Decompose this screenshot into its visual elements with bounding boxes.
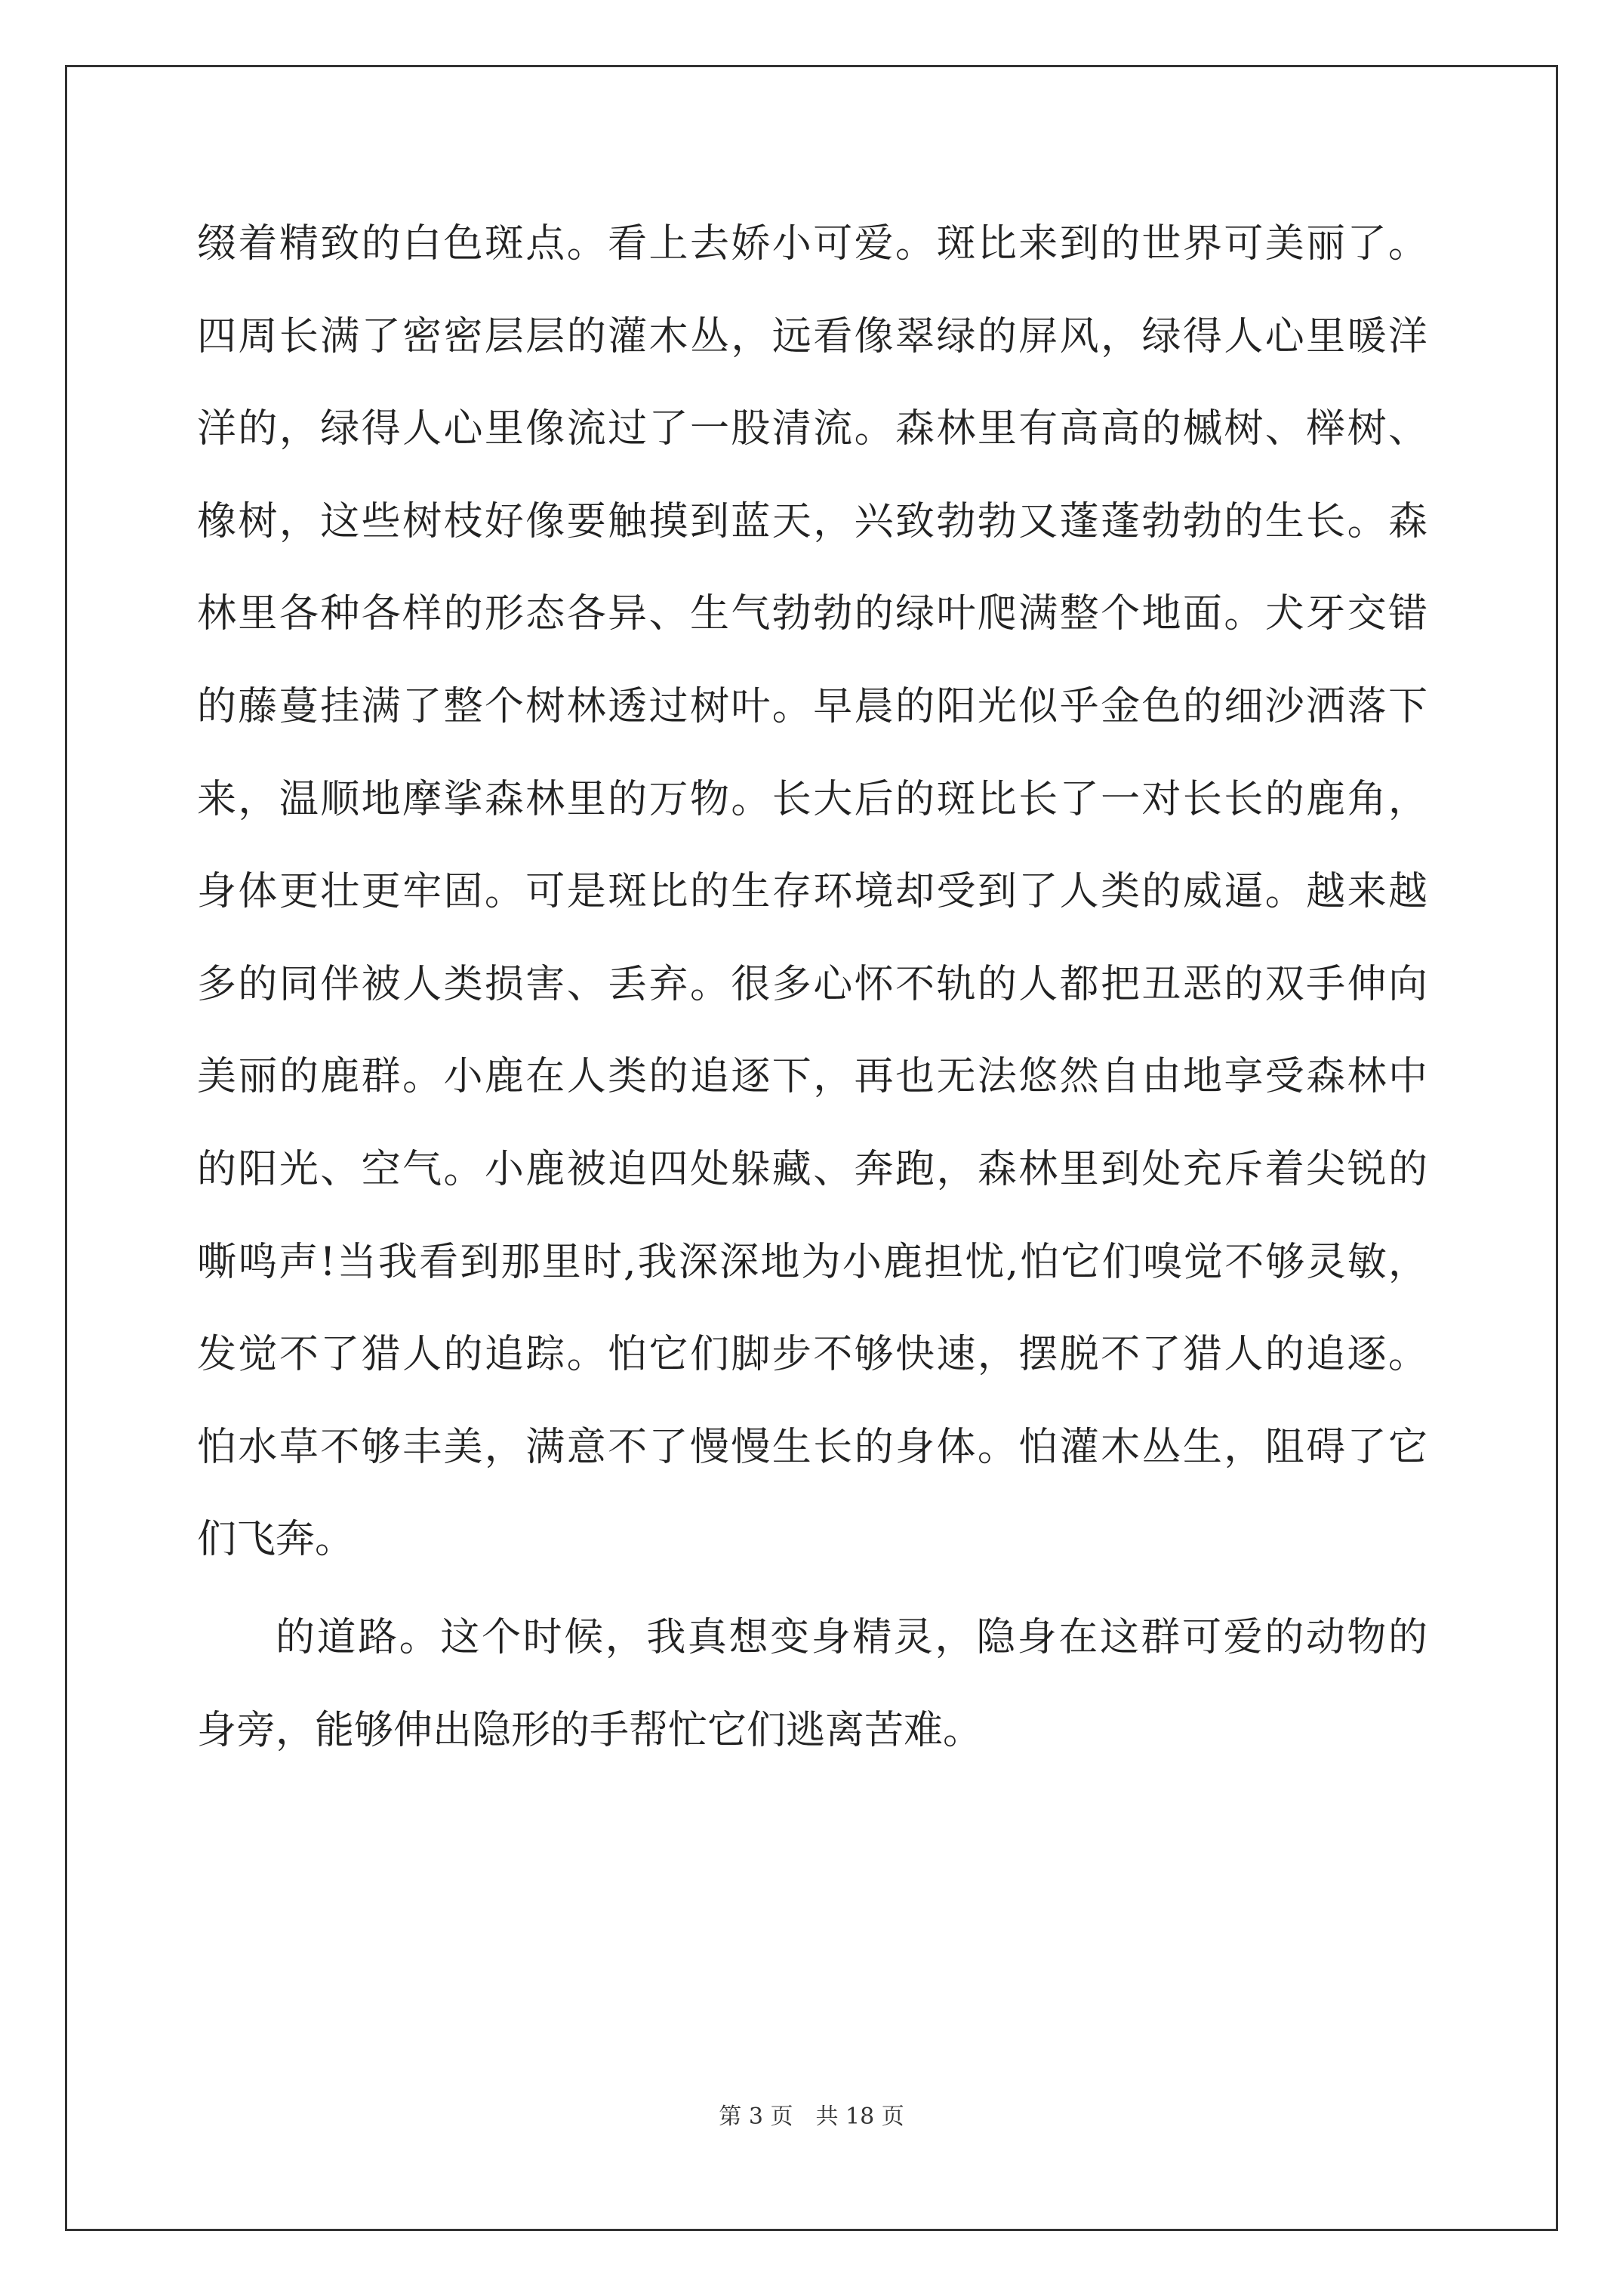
- text-line: 嘶鸣声!当我看到那里时,我深深地为小鹿担忧,怕它们嗅觉不够灵敏，: [197, 1239, 1427, 1285]
- text-line: 美丽的鹿群。小鹿在人类的追逐下，再也无法悠然自由地享受森林中: [197, 1054, 1427, 1100]
- text-line: 洋的，绿得人心里像流过了一股清流。森林里有高高的槭树、榉树、: [197, 406, 1427, 452]
- paragraph-2: [197, 1592, 1427, 1777]
- text-line: 身旁，能够伸出隐形的手帮忙它们逃离苦难。: [197, 1707, 983, 1753]
- text-line: 来，温顺地摩挲森林里的万物。长大后的斑比长了一对长长的鹿角，: [197, 776, 1427, 822]
- text-line: 的道路。这个时候，我真想变身精灵，隐身在这群可爱的动物的: [276, 1614, 1427, 1660]
- page-number-footer: 第 3 页 共 18 页: [719, 2103, 904, 2130]
- text-line: 多的同伴被人类损害、丢弃。很多心怀不轨的人都把丑恶的双手伸向: [197, 961, 1427, 1007]
- text-line: 们飞奔。: [197, 1517, 355, 1563]
- text-line: 四周长满了密密层层的灌木丛，远看像翠绿的屏风，绿得人心里暖洋: [197, 313, 1427, 359]
- text-line: 橡树，这些树枝好像要触摸到蓝天，兴致勃勃又蓬蓬勃勃的生长。森: [197, 498, 1427, 544]
- text-line: 的阳光、空气。小鹿被迫四处躲藏、奔跑，森林里到处充斥着尖锐的: [197, 1146, 1427, 1192]
- text-line: 怕水草不够丰美，满意不了慢慢生长的身体。怕灌木丛生，阻碍了它: [197, 1424, 1427, 1470]
- text-line: 身体更壮更牢固。可是斑比的生存环境却受到了人类的威逼。越来越: [197, 869, 1427, 915]
- text-line: 林里各种各样的形态各异、生气勃勃的绿叶爬满整个地面。犬牙交错: [197, 591, 1427, 637]
- paragraph-1: [197, 198, 1427, 1586]
- text-line: 发觉不了猎人的追踪。怕它们脚步不够快速，摆脱不了猎人的追逐。: [197, 1332, 1427, 1378]
- document-body: [197, 198, 1427, 1782]
- text-line: 缀着精致的白色斑点。看上去娇小可爱。斑比来到的世界可美丽了。: [197, 221, 1427, 267]
- text-line: 的藤蔓挂满了整个树林透过树叶。早晨的阳光似乎金色的细沙洒落下: [197, 683, 1427, 729]
